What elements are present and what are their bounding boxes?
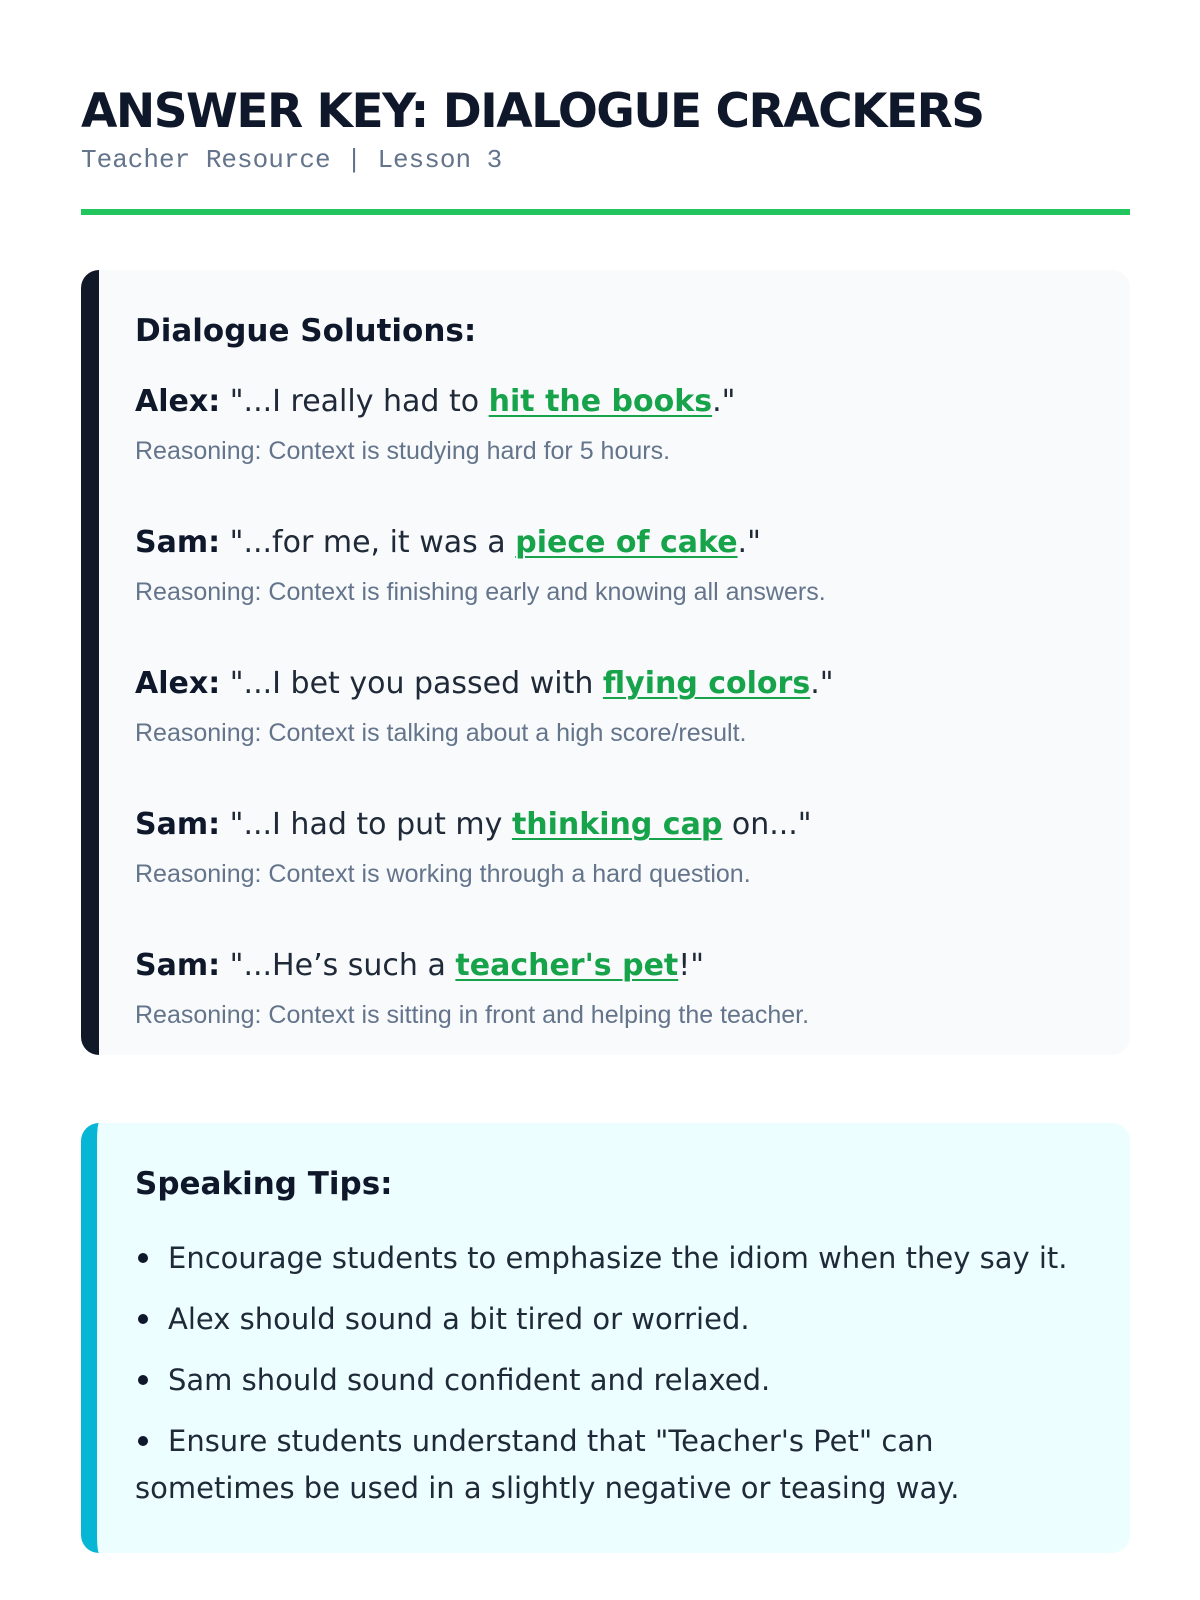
dialogue-line (135, 946, 1090, 986)
tip-item (135, 1418, 1090, 1512)
dialogue-line (135, 805, 1090, 845)
bullet-icon (138, 1436, 148, 1446)
line-text-before: "...for me, it was a (220, 525, 516, 560)
idiom-answer: teacher's pet (455, 948, 679, 983)
speaker-name: Sam: (135, 807, 221, 842)
idiom-answer: piece of cake (515, 525, 738, 560)
speaker-name: Sam: (135, 948, 221, 983)
dialogue-solutions-card (81, 270, 1130, 1055)
reasoning-text: Reasoning: Context is sitting in front and helping the teacher. (135, 1001, 810, 1029)
line-text-before: "...I bet you passed with (220, 666, 603, 701)
line-text-before: "...I had to put my (220, 807, 512, 842)
tips-heading: Speaking Tips: (135, 1166, 393, 1202)
solutions-heading: Dialogue Solutions: (135, 313, 477, 349)
dialogue-line (135, 664, 1090, 704)
line-text-after: !" (678, 948, 705, 983)
tip-item (135, 1235, 1090, 1282)
tip-text: Encourage students to emphasize the idiom when they say it. (168, 1241, 1068, 1275)
idiom-answer: hit the books (488, 384, 713, 419)
line-text-before: "...I really had to (220, 384, 489, 419)
solution-entry (135, 805, 1090, 890)
speaker-name: Sam: (135, 525, 221, 560)
solution-entry (135, 523, 1090, 608)
tip-item (135, 1296, 1090, 1343)
reasoning-text: Reasoning: Context is talking about a high score/result. (135, 719, 747, 747)
tip-text: Alex should sound a bit tired or worried. (168, 1302, 750, 1336)
speaker-name: Alex: (135, 666, 221, 701)
reasoning-text: Reasoning: Context is studying hard for 5 hours. (135, 437, 671, 465)
tips-list (135, 1235, 1090, 1512)
bullet-icon (138, 1314, 148, 1324)
header-divider (81, 209, 1130, 215)
idiom-answer: flying colors (602, 666, 811, 701)
tip-item (135, 1357, 1090, 1404)
solution-entry (135, 664, 1090, 749)
bullet-icon (138, 1253, 148, 1263)
solution-entry (135, 382, 1090, 467)
tip-text: Ensure students understand that "Teacher's Pet" can sometimes be used in a slightly negative or teasing way. (135, 1424, 960, 1505)
speaking-tips-card (81, 1123, 1130, 1553)
line-text-after: on..." (722, 807, 812, 842)
tip-text: Sam should sound confident and relaxed. (168, 1363, 771, 1397)
page-title: ANSWER KEY: DIALOGUE CRACKERS (81, 84, 984, 139)
page-subtitle: Teacher Resource | Lesson 3 (81, 145, 503, 175)
bullet-icon (138, 1375, 148, 1385)
speaker-name: Alex: (135, 384, 221, 419)
solution-entry (135, 946, 1090, 1031)
dialogue-line (135, 382, 1090, 422)
page-header (81, 82, 1130, 176)
reasoning-text: Reasoning: Context is working through a hard question. (135, 860, 751, 888)
idiom-answer: thinking cap (511, 807, 723, 842)
line-text-after: ." (810, 666, 834, 701)
line-text-after: ." (712, 384, 736, 419)
line-text-before: "...He’s such a (220, 948, 456, 983)
dialogue-line (135, 523, 1090, 563)
reasoning-text: Reasoning: Context is finishing early and knowing all answers. (135, 578, 826, 606)
line-text-after: ." (737, 525, 761, 560)
